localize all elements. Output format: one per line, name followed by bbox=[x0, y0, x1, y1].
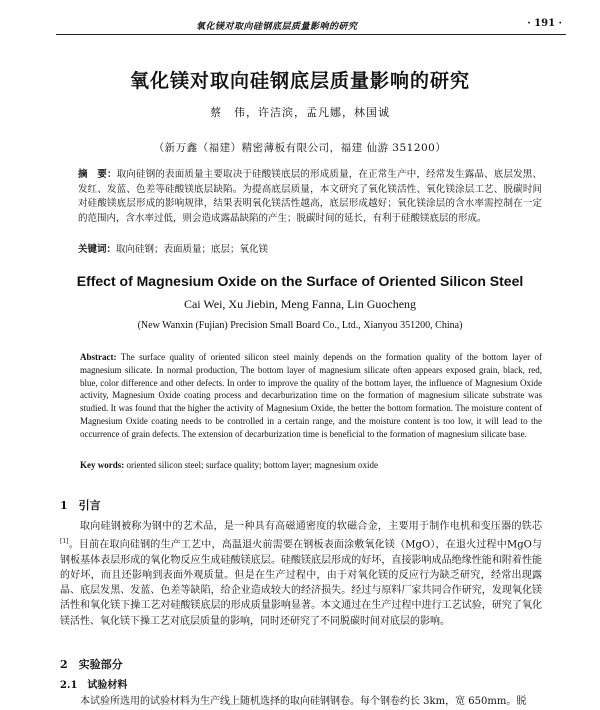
abstract-en-text: The surface quality of oriented silicon steel mainly depends on the formation quality of the bottom layer of magnesium silicate. In normal production, The bottom layer of magnesium silicate often appears exposed grain, black, red, blue, color difference and other defects. In order to improve the quality of the bottom layer, the influence of Magnesium Oxide activity, Magnesium Oxide coating process and decarburization time on the formation of magnesium silicate substrate was studied. It was found that the higher the activity of Magnesium Oxide, the better the bottom formation. The moisture content of Magnesium Oxide coating needs to be controlled in a certain range, and the moisture content is too low, it will lead to the occurrence of grain defects. The extension of decarburization time is beneficial to the formation of magnesium silicate base. bbox=[80, 352, 542, 439]
running-title: 氧化镁对取向硅钢底层质量影响的研究 bbox=[196, 22, 358, 32]
abstract-zh bbox=[78, 168, 542, 226]
paper-title-en: Effect of Magnesium Oxide on the Surface of Oriented Silicon Steel bbox=[76, 273, 524, 289]
authors-en: Cai Wei, Xu Jiebin, Meng Fanna, Lin Guocheng bbox=[183, 297, 417, 311]
keywords-en bbox=[80, 459, 542, 471]
intro-text-a: 取向硅钢被称为钢中的艺术品，是一种具有高磁通密度的软磁合金，主要用于制作电机和变压器的铁芯 bbox=[80, 521, 542, 532]
section-heading-experiment: 2 实验部分 bbox=[60, 658, 123, 671]
keywords-zh-label: 关键词： bbox=[78, 244, 117, 255]
abstract-en bbox=[80, 351, 542, 441]
intro-text-b: 。目前在取向硅钢的生产工艺中，高温退火前需要在钢板表面涂敷氧化镁（MgO），在退火过程中MgO与钢板基体表层形成的氧化物反应生成硅酸镁底层。硅酸镁底层形成的好坏，直接影响成品绝缘性能和附着性能的好坏，而且还影响到表面外观质量。但是在生产过程中，由于对氧化镁的反应行为缺乏研究，经常出现露晶、底层发黑、发蓝、色差等缺陷，给企业造成较大的经济损失。经过与原料厂家共同合作研究，发现氧化镁活性和氧化镁下操工艺对硅酸镁底层的形成质量影响显著。本文通过在生产过程中进行工艺试验，研究了氧化镁活性、氧化镁下操工艺对底层质量的影响，同时还研究了不同脱碳时间对底层的影响。 bbox=[60, 539, 542, 627]
keywords-zh bbox=[78, 243, 542, 257]
keywords-en-label: Key words: bbox=[80, 460, 125, 470]
keywords-en-text: oriented silicon steel; surface quality; bottom layer; magnesium oxide bbox=[126, 460, 378, 470]
abstract-zh-label: 摘 要： bbox=[78, 169, 117, 180]
subsection-heading-materials: 2.1 试验材料 bbox=[60, 680, 128, 691]
paper-title-zh: 氧化镁对取向硅钢底层质量影响的研究 bbox=[129, 70, 470, 92]
abstract-en-label: Abstract: bbox=[80, 352, 117, 362]
section-heading-intro: 1 引言 bbox=[60, 499, 101, 512]
abstract-zh-text: 取向硅钢的表面质量主要取决于硅酸镁底层的形成质量，在正常生产中，经常发生露晶、底层发黑、发红、发蓝、色差等硅酸镁底层缺陷。为提高底层质量，本文研究了氧化镁活性、氧化镁涂层工艺、脱碳时间对硅酸镁底层形成的影响规律，结果表明氧化镁活性越高，底层形成越好；氧化镁涂层的含水率需控制在一定的范围内，含水率过低，则会造成露晶缺陷的产生；脱碳时间的延长，有利于硅酸镁底层的形成。 bbox=[78, 169, 542, 224]
running-header bbox=[56, 18, 566, 35]
citation-ref: [1] bbox=[60, 538, 69, 546]
page-number: · 191 · bbox=[527, 18, 562, 29]
affiliation-en: (New Wanxin (Fujian) Precision Small Board Co., Ltd., Xianyou 351200, China) bbox=[137, 320, 463, 331]
materials-paragraph: 本试验所选用的试验材料为生产线上随机选择的取向硅钢钢卷。每个钢卷约长 3km，宽 650mm。脱 bbox=[80, 696, 527, 707]
intro-paragraph bbox=[60, 519, 542, 629]
keywords-zh-text: 取向硅钢；表面质量；底层；氧化镁 bbox=[116, 244, 269, 255]
authors-zh: 蔡 伟，许洁滨，孟凡娜，林国诚 bbox=[210, 106, 390, 119]
affiliation-zh: （新万鑫（福建）精密薄板有限公司，福建 仙游 351200） bbox=[153, 142, 447, 154]
